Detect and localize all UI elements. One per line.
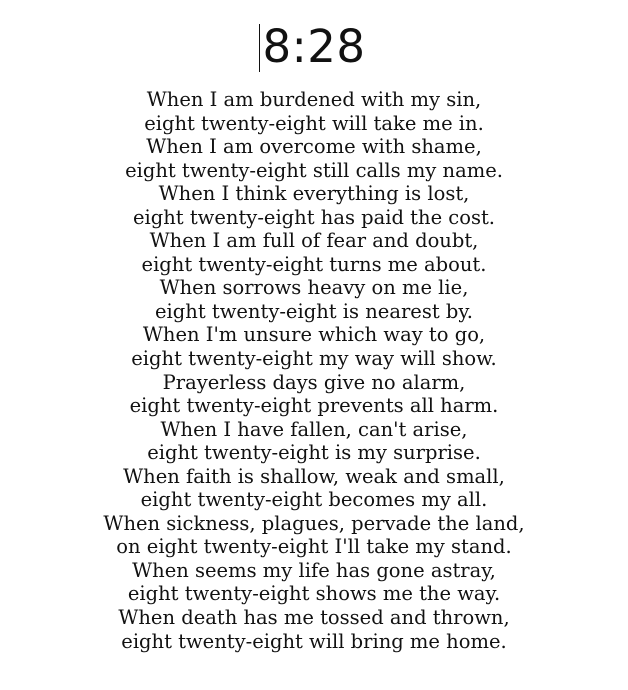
poem-line: eight twenty-eight prevents all harm. bbox=[129, 394, 499, 418]
poem-line: eight twenty-eight becomes my all. bbox=[140, 488, 488, 512]
poem-line: When I have fallen, can't arise, bbox=[160, 417, 468, 441]
poem-title[interactable] bbox=[262, 22, 365, 72]
poem-line: When faith is shallow, weak and small, bbox=[123, 464, 505, 488]
poem-line: eight twenty-eight my way will show. bbox=[131, 347, 497, 371]
poem-line: When sickness, plagues, pervade the land, bbox=[103, 511, 525, 535]
poem-line: on eight twenty-eight I'll take my stand. bbox=[116, 535, 512, 559]
title-area bbox=[0, 22, 628, 72]
poem-line: When I am overcome with shame, bbox=[146, 135, 482, 159]
poem-line: When death has me tossed and thrown, bbox=[118, 606, 510, 630]
poem-line: When I think everything is lost, bbox=[158, 182, 470, 206]
poem-body bbox=[0, 88, 628, 653]
poem-line: When seems my life has gone astray, bbox=[132, 558, 496, 582]
poem-title-text: 8:28 bbox=[262, 20, 366, 73]
poem-line: eight twenty-eight still calls my name. bbox=[125, 158, 503, 182]
poem-line: eight twenty-eight is my surprise. bbox=[147, 441, 481, 465]
poem-line: eight twenty-eight shows me the way. bbox=[127, 582, 501, 606]
poem-line: Prayerless days give no alarm, bbox=[162, 370, 466, 394]
poem-line: When I am full of fear and doubt, bbox=[149, 229, 479, 253]
poem-line: When I'm unsure which way to go, bbox=[142, 323, 486, 347]
poem-line: eight twenty-eight turns me about. bbox=[141, 252, 487, 276]
poem-line: eight twenty-eight is nearest by. bbox=[155, 299, 473, 323]
text-cursor bbox=[259, 24, 260, 72]
poem-line: When I am burdened with my sin, bbox=[146, 88, 482, 111]
poem-line: eight twenty-eight will take me in. bbox=[144, 111, 484, 135]
poem-line: eight twenty-eight will bring me home. bbox=[121, 629, 507, 653]
poem-line: eight twenty-eight has paid the cost. bbox=[132, 205, 496, 229]
poem-line: When sorrows heavy on me lie, bbox=[159, 276, 469, 300]
